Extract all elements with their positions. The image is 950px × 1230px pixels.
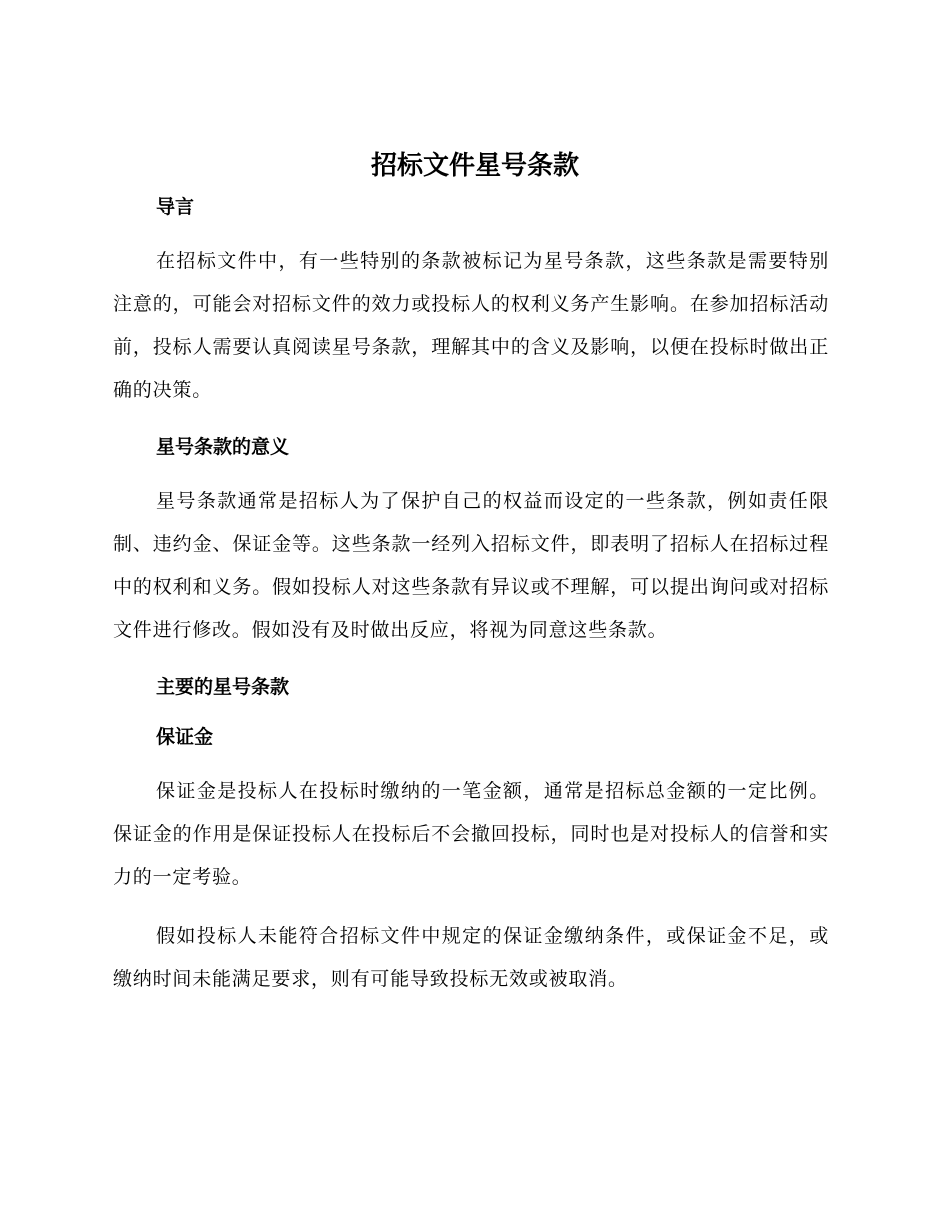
deposit-paragraph-2: 假如投标人未能符合招标文件中规定的保证金缴纳条件，或保证金不足，或缴纳时间未能满足要求，则有可能导致投标无效或被取消。	[113, 925, 829, 990]
main-clauses-heading: 主要的星号条款	[156, 676, 290, 698]
deposit-heading: 保证金	[156, 726, 214, 748]
deposit-paragraph-1: 保证金是投标人在投标时缴纳的一笔金额，通常是招标总金额的一定比例。保证金的作用是保证投标人在投标后不会撤回投标，同时也是对投标人的信誉和实力的一定考验。	[113, 780, 829, 888]
intro-heading: 导言	[156, 196, 195, 218]
document-body	[113, 190, 829, 1001]
meaning-paragraph: 星号条款通常是招标人为了保护自己的权益而设定的一些条款，例如责任限制、违约金、保证金等。这些条款一经列入招标文件，即表明了招标人在招标过程中的权利和义务。假如投标人对这些条款有异议或不理解，可以提出询问或对招标文件进行修改。假如没有及时做出反应，将视为同意这些条款。	[113, 490, 829, 641]
document-title: 招标文件星号条款	[370, 151, 579, 181]
intro-paragraph: 在招标文件中，有一些特别的条款被标记为星号条款，这些条款是需要特别注意的，可能会对招标文件的效力或投标人的权利义务产生影响。在参加招标活动前，投标人需要认真阅读星号条款，理解其中的含义及影响，以便在投标时做出正确的决策。	[113, 250, 829, 401]
meaning-heading: 星号条款的意义	[156, 436, 290, 458]
